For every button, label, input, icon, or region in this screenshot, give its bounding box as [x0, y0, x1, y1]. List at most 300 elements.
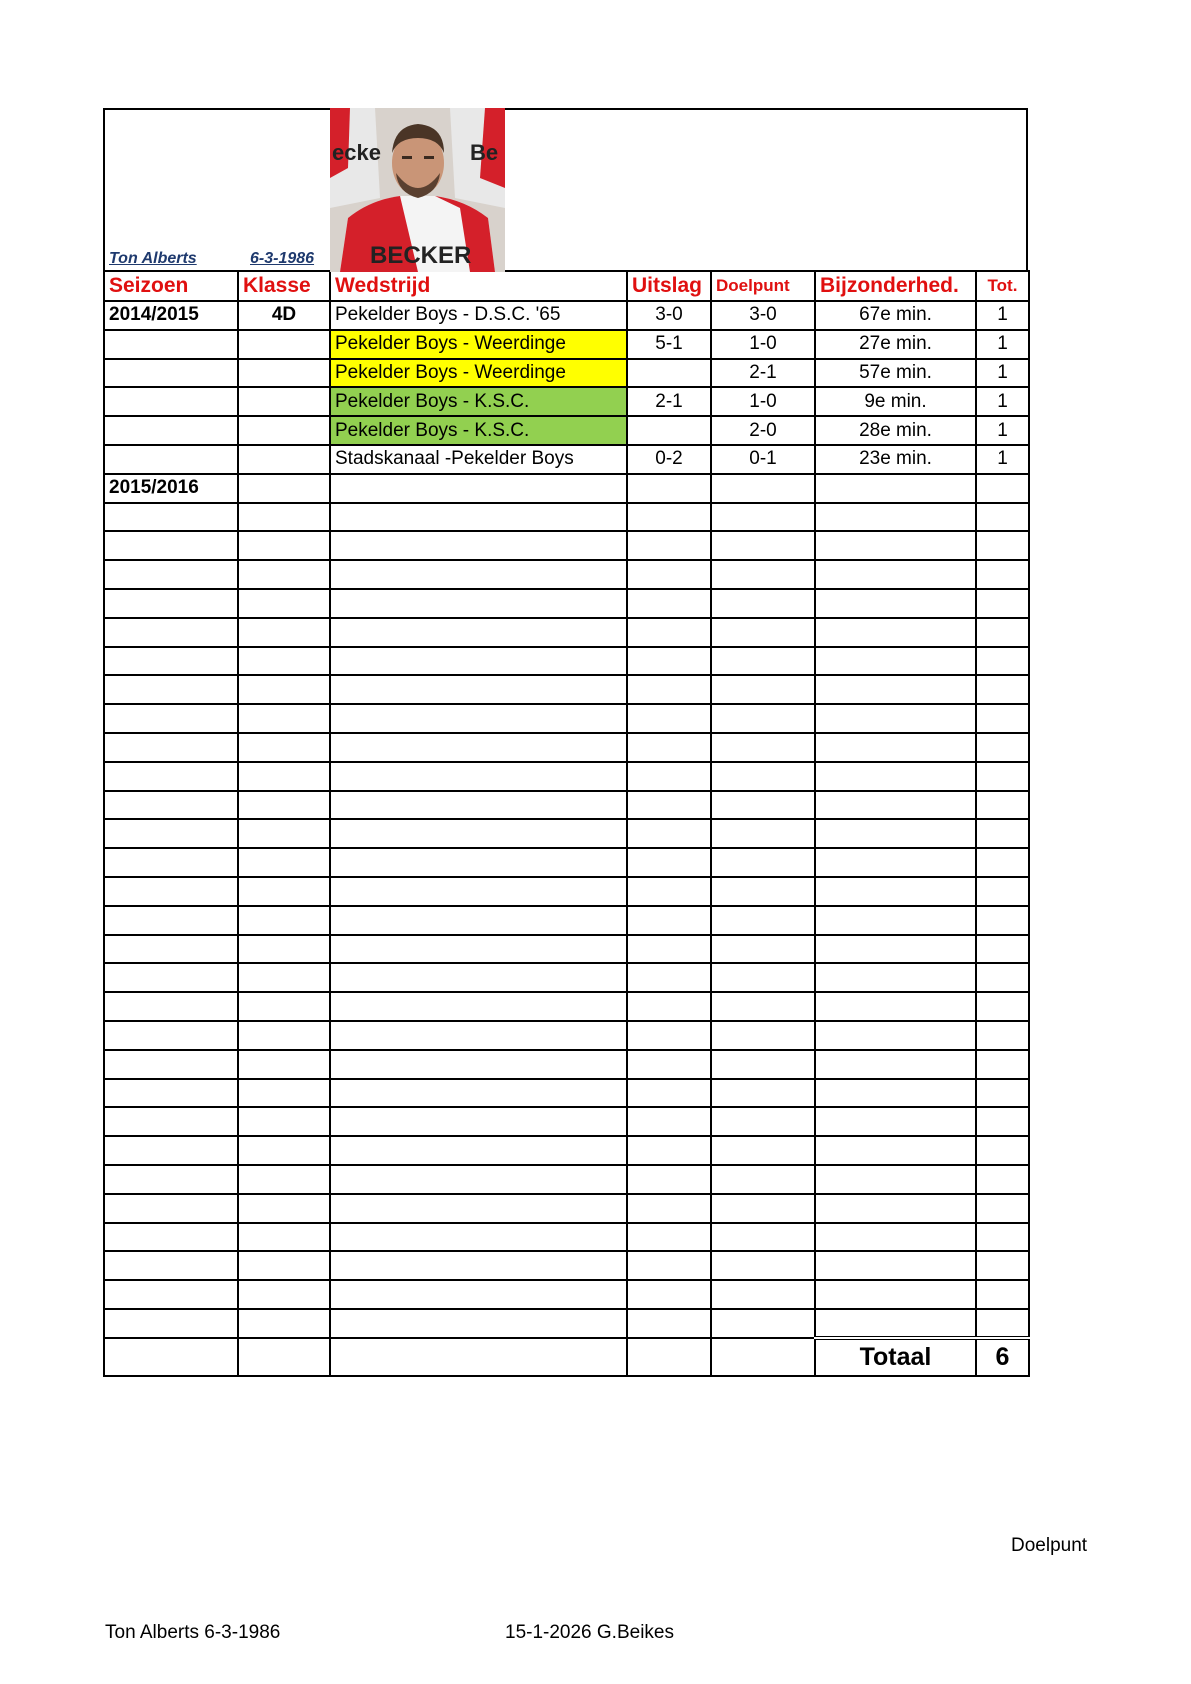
table-row — [104, 906, 1029, 935]
match-cell: Pekelder Boys - Weerdinge — [330, 359, 627, 388]
empty-cell — [238, 791, 330, 820]
total-row — [104, 1338, 1029, 1376]
result-cell — [627, 474, 711, 503]
tot-cell: 1 — [976, 359, 1029, 388]
table-row — [104, 819, 1029, 848]
table-header-row — [104, 271, 1029, 301]
empty-cell — [711, 1021, 815, 1050]
table-row — [104, 992, 1029, 1021]
empty-cell — [976, 675, 1029, 704]
empty-cell — [104, 1223, 238, 1252]
empty-cell — [330, 560, 627, 589]
empty-cell — [976, 963, 1029, 992]
empty-cell — [330, 1223, 627, 1252]
player-photo — [330, 108, 505, 272]
empty-cell — [976, 791, 1029, 820]
empty-cell — [627, 1021, 711, 1050]
empty-cell — [711, 762, 815, 791]
empty-cell — [711, 906, 815, 935]
table-row — [104, 762, 1029, 791]
empty-cell — [238, 531, 330, 560]
klasse-cell — [238, 416, 330, 445]
season-cell: 2014/2015 — [104, 301, 238, 330]
empty-cell — [627, 963, 711, 992]
table-row — [104, 1050, 1029, 1079]
header-klasse: Klasse — [238, 271, 330, 301]
empty-cell — [330, 1050, 627, 1079]
empty-cell — [627, 733, 711, 762]
table-row — [104, 733, 1029, 762]
empty-cell — [976, 1223, 1029, 1252]
empty-cell — [104, 704, 238, 733]
tot-cell: 1 — [976, 387, 1029, 416]
empty-cell — [711, 1050, 815, 1079]
empty-cell — [627, 877, 711, 906]
empty-cell — [238, 963, 330, 992]
table-row — [104, 848, 1029, 877]
photo-sponsor-text: BECKER — [370, 242, 472, 269]
empty-cell — [238, 1194, 330, 1223]
empty-cell — [238, 1021, 330, 1050]
empty-cell — [976, 589, 1029, 618]
empty-cell — [815, 1309, 976, 1338]
empty-cell — [627, 503, 711, 532]
empty-cell — [711, 733, 815, 762]
empty-cell — [976, 503, 1029, 532]
goal-cell: 0-1 — [711, 445, 815, 474]
empty-cell — [711, 675, 815, 704]
empty-cell — [104, 1165, 238, 1194]
table-row — [104, 387, 1029, 416]
table-row — [104, 1079, 1029, 1108]
empty-cell — [976, 1107, 1029, 1136]
empty-cell — [627, 589, 711, 618]
footer-right: 15-1-2026 G.Beikes — [505, 1622, 674, 1643]
header-seizoen: Seizoen — [104, 271, 238, 301]
empty-cell — [104, 589, 238, 618]
empty-cell — [976, 877, 1029, 906]
empty-cell — [330, 1251, 627, 1280]
player-name-link[interactable]: Ton Alberts — [109, 250, 197, 267]
header-wedstrijd: Wedstrijd — [330, 271, 627, 301]
tot-cell: 1 — [976, 301, 1029, 330]
season-cell — [104, 330, 238, 359]
empty-cell — [976, 992, 1029, 1021]
table-row — [104, 330, 1029, 359]
empty-cell — [815, 1165, 976, 1194]
empty-cell — [627, 618, 711, 647]
empty-cell — [976, 560, 1029, 589]
empty-cell — [330, 992, 627, 1021]
empty-cell — [104, 503, 238, 532]
empty-cell — [330, 733, 627, 762]
empty-cell — [238, 503, 330, 532]
empty-cell — [330, 618, 627, 647]
empty-cell — [711, 618, 815, 647]
empty-cell — [330, 1136, 627, 1165]
empty-cell — [627, 1136, 711, 1165]
empty-cell — [627, 560, 711, 589]
empty-cell — [815, 1021, 976, 1050]
goal-cell: 2-0 — [711, 416, 815, 445]
empty-cell — [711, 992, 815, 1021]
klasse-cell — [238, 474, 330, 503]
match-cell: Pekelder Boys - Weerdinge — [330, 330, 627, 359]
season-cell — [104, 445, 238, 474]
empty-cell — [330, 1021, 627, 1050]
result-cell: 5-1 — [627, 330, 711, 359]
empty-cell — [330, 1338, 627, 1376]
empty-cell — [330, 1309, 627, 1338]
match-cell — [330, 474, 627, 503]
empty-cell — [238, 647, 330, 676]
empty-cell — [104, 992, 238, 1021]
empty-cell — [330, 531, 627, 560]
empty-cell — [104, 877, 238, 906]
empty-cell — [627, 1165, 711, 1194]
empty-cell — [627, 704, 711, 733]
empty-cell — [238, 1107, 330, 1136]
empty-cell — [627, 935, 711, 964]
empty-cell — [104, 819, 238, 848]
table-row — [104, 647, 1029, 676]
empty-cell — [976, 1165, 1029, 1194]
empty-cell — [104, 560, 238, 589]
empty-cell — [238, 906, 330, 935]
empty-cell — [627, 647, 711, 676]
match-cell: Stadskanaal -Pekelder Boys — [330, 445, 627, 474]
empty-cell — [238, 675, 330, 704]
empty-cell — [238, 848, 330, 877]
empty-cell — [815, 675, 976, 704]
empty-cell — [976, 647, 1029, 676]
empty-cell — [238, 1251, 330, 1280]
empty-cell — [976, 935, 1029, 964]
table-row — [104, 1165, 1029, 1194]
result-cell: 3-0 — [627, 301, 711, 330]
empty-cell — [815, 733, 976, 762]
empty-cell — [238, 618, 330, 647]
empty-cell — [711, 704, 815, 733]
empty-cell — [330, 848, 627, 877]
table-row — [104, 531, 1029, 560]
table-row — [104, 1021, 1029, 1050]
empty-cell — [627, 1050, 711, 1079]
empty-cell — [711, 791, 815, 820]
empty-cell — [976, 906, 1029, 935]
season-cell — [104, 416, 238, 445]
empty-cell — [711, 935, 815, 964]
empty-cell — [711, 1251, 815, 1280]
empty-cell — [815, 963, 976, 992]
empty-cell — [104, 618, 238, 647]
table-row — [104, 560, 1029, 589]
empty-cell — [238, 1050, 330, 1079]
goal-cell: 1-0 — [711, 330, 815, 359]
empty-cell — [238, 704, 330, 733]
empty-cell — [627, 819, 711, 848]
svg-text:Be: Be — [470, 140, 499, 165]
table-row — [104, 474, 1029, 503]
empty-cell — [238, 762, 330, 791]
empty-cell — [815, 1107, 976, 1136]
empty-cell — [104, 733, 238, 762]
empty-cell — [104, 848, 238, 877]
empty-cell — [976, 1050, 1029, 1079]
empty-cell — [815, 503, 976, 532]
empty-cell — [976, 704, 1029, 733]
empty-cell — [627, 848, 711, 877]
empty-cell — [627, 1079, 711, 1108]
empty-cell — [627, 675, 711, 704]
empty-cell — [238, 935, 330, 964]
tot-cell: 1 — [976, 330, 1029, 359]
empty-cell — [711, 1136, 815, 1165]
result-cell: 2-1 — [627, 387, 711, 416]
empty-cell — [815, 1194, 976, 1223]
empty-cell — [627, 1338, 711, 1376]
empty-cell — [330, 762, 627, 791]
score-sheet — [103, 108, 1028, 1377]
empty-cell — [330, 1107, 627, 1136]
empty-cell — [815, 704, 976, 733]
empty-cell — [976, 1021, 1029, 1050]
note-cell: 28e min. — [815, 416, 976, 445]
empty-cell — [711, 589, 815, 618]
match-cell: Pekelder Boys - K.S.C. — [330, 416, 627, 445]
note-cell: 57e min. — [815, 359, 976, 388]
header-totaal: Tot. — [976, 271, 1029, 301]
empty-cell — [976, 1280, 1029, 1309]
empty-cell — [711, 1107, 815, 1136]
goal-cell: 2-1 — [711, 359, 815, 388]
empty-cell — [976, 1079, 1029, 1108]
match-cell: Pekelder Boys - K.S.C. — [330, 387, 627, 416]
empty-cell — [976, 848, 1029, 877]
empty-cell — [330, 675, 627, 704]
empty-cell — [711, 1280, 815, 1309]
tot-cell: 1 — [976, 416, 1029, 445]
table-row — [104, 704, 1029, 733]
empty-cell — [711, 963, 815, 992]
empty-cell — [815, 762, 976, 791]
table-row — [104, 1107, 1029, 1136]
empty-cell — [976, 819, 1029, 848]
empty-cell — [627, 1251, 711, 1280]
empty-cell — [238, 819, 330, 848]
note-cell: 27e min. — [815, 330, 976, 359]
table-row — [104, 301, 1029, 330]
empty-cell — [976, 531, 1029, 560]
season-cell — [104, 387, 238, 416]
goals-table — [103, 270, 1030, 1377]
empty-cell — [976, 733, 1029, 762]
empty-cell — [815, 589, 976, 618]
season-cell: 2015/2016 — [104, 474, 238, 503]
empty-cell — [976, 1309, 1029, 1338]
empty-cell — [104, 1251, 238, 1280]
goal-cell — [711, 474, 815, 503]
result-cell — [627, 359, 711, 388]
empty-cell — [330, 1280, 627, 1309]
empty-cell — [104, 963, 238, 992]
empty-cell — [330, 877, 627, 906]
empty-cell — [711, 848, 815, 877]
table-row — [104, 1194, 1029, 1223]
empty-cell — [711, 1165, 815, 1194]
empty-cell — [815, 647, 976, 676]
empty-cell — [238, 1079, 330, 1108]
empty-cell — [104, 1280, 238, 1309]
empty-cell — [104, 647, 238, 676]
empty-cell — [976, 618, 1029, 647]
note-cell: 9e min. — [815, 387, 976, 416]
empty-cell — [815, 560, 976, 589]
empty-cell — [330, 791, 627, 820]
note-cell: 67e min. — [815, 301, 976, 330]
empty-cell — [627, 1107, 711, 1136]
empty-cell — [104, 935, 238, 964]
empty-cell — [330, 906, 627, 935]
total-value: 6 — [976, 1338, 1029, 1376]
empty-cell — [330, 503, 627, 532]
goal-cell: 1-0 — [711, 387, 815, 416]
empty-cell — [627, 992, 711, 1021]
empty-cell — [330, 819, 627, 848]
empty-cell — [711, 1194, 815, 1223]
header-bijzonderheden: Bijzonderhed. — [815, 271, 976, 301]
svg-text:ecke: ecke — [332, 140, 381, 165]
table-row — [104, 1136, 1029, 1165]
empty-cell — [104, 1107, 238, 1136]
empty-cell — [238, 733, 330, 762]
table-row — [104, 935, 1029, 964]
klasse-cell — [238, 387, 330, 416]
empty-cell — [238, 589, 330, 618]
match-cell: Pekelder Boys - D.S.C. '65 — [330, 301, 627, 330]
sheet-header-area — [103, 108, 1028, 270]
empty-cell — [815, 791, 976, 820]
empty-cell — [238, 1338, 330, 1376]
total-label: Totaal — [815, 1338, 976, 1376]
empty-cell — [815, 1050, 976, 1079]
empty-cell — [711, 647, 815, 676]
empty-cell — [815, 819, 976, 848]
empty-cell — [104, 1079, 238, 1108]
empty-cell — [815, 618, 976, 647]
empty-cell — [238, 1136, 330, 1165]
empty-cell — [627, 531, 711, 560]
klasse-cell: 4D — [238, 301, 330, 330]
empty-cell — [711, 503, 815, 532]
table-row — [104, 589, 1029, 618]
result-cell — [627, 416, 711, 445]
empty-cell — [104, 1021, 238, 1050]
empty-cell — [104, 1309, 238, 1338]
empty-cell — [238, 877, 330, 906]
header-doelpunt: Doelpunt — [711, 271, 815, 301]
empty-cell — [711, 1309, 815, 1338]
empty-cell — [815, 1223, 976, 1252]
empty-cell — [330, 1194, 627, 1223]
klasse-cell — [238, 330, 330, 359]
empty-cell — [815, 992, 976, 1021]
table-row — [104, 445, 1029, 474]
empty-cell — [330, 647, 627, 676]
empty-cell — [627, 762, 711, 791]
empty-cell — [238, 1165, 330, 1194]
empty-cell — [815, 531, 976, 560]
empty-cell — [330, 589, 627, 618]
empty-cell — [815, 906, 976, 935]
empty-cell — [104, 1338, 238, 1376]
empty-cell — [330, 1079, 627, 1108]
table-row — [104, 877, 1029, 906]
empty-cell — [815, 1280, 976, 1309]
empty-cell — [238, 1223, 330, 1252]
season-cell — [104, 359, 238, 388]
tot-cell — [976, 474, 1029, 503]
empty-cell — [104, 906, 238, 935]
empty-cell — [104, 1136, 238, 1165]
empty-cell — [815, 1136, 976, 1165]
player-dob-link[interactable]: 6-3-1986 — [250, 250, 315, 267]
table-row — [104, 791, 1029, 820]
empty-cell — [711, 877, 815, 906]
empty-cell — [238, 560, 330, 589]
goal-cell: 3-0 — [711, 301, 815, 330]
empty-cell — [711, 1079, 815, 1108]
empty-cell — [627, 1223, 711, 1252]
empty-cell — [627, 1280, 711, 1309]
empty-cell — [104, 1050, 238, 1079]
empty-cell — [711, 1223, 815, 1252]
table-row — [104, 359, 1029, 388]
empty-cell — [976, 1136, 1029, 1165]
empty-cell — [815, 1251, 976, 1280]
table-row — [104, 963, 1029, 992]
empty-cell — [711, 531, 815, 560]
empty-cell — [104, 675, 238, 704]
empty-cell — [627, 1194, 711, 1223]
table-row — [104, 503, 1029, 532]
footer-left: Ton Alberts 6-3-1986 — [105, 1622, 281, 1643]
header-uitslag: Uitslag — [627, 271, 711, 301]
empty-cell — [238, 992, 330, 1021]
empty-cell — [627, 906, 711, 935]
table-row — [104, 1309, 1029, 1338]
empty-cell — [238, 1309, 330, 1338]
empty-cell — [104, 762, 238, 791]
empty-cell — [976, 1251, 1029, 1280]
empty-cell — [627, 1309, 711, 1338]
legend-label: Doelpunt — [1011, 1535, 1088, 1556]
table-row — [104, 675, 1029, 704]
result-cell: 0-2 — [627, 445, 711, 474]
note-cell — [815, 474, 976, 503]
empty-cell — [330, 963, 627, 992]
empty-cell — [711, 1338, 815, 1376]
empty-cell — [815, 1079, 976, 1108]
table-row — [104, 1280, 1029, 1309]
empty-cell — [104, 531, 238, 560]
empty-cell — [976, 1194, 1029, 1223]
empty-cell — [711, 819, 815, 848]
tot-cell: 1 — [976, 445, 1029, 474]
empty-cell — [815, 935, 976, 964]
empty-cell — [627, 791, 711, 820]
table-row — [104, 1251, 1029, 1280]
